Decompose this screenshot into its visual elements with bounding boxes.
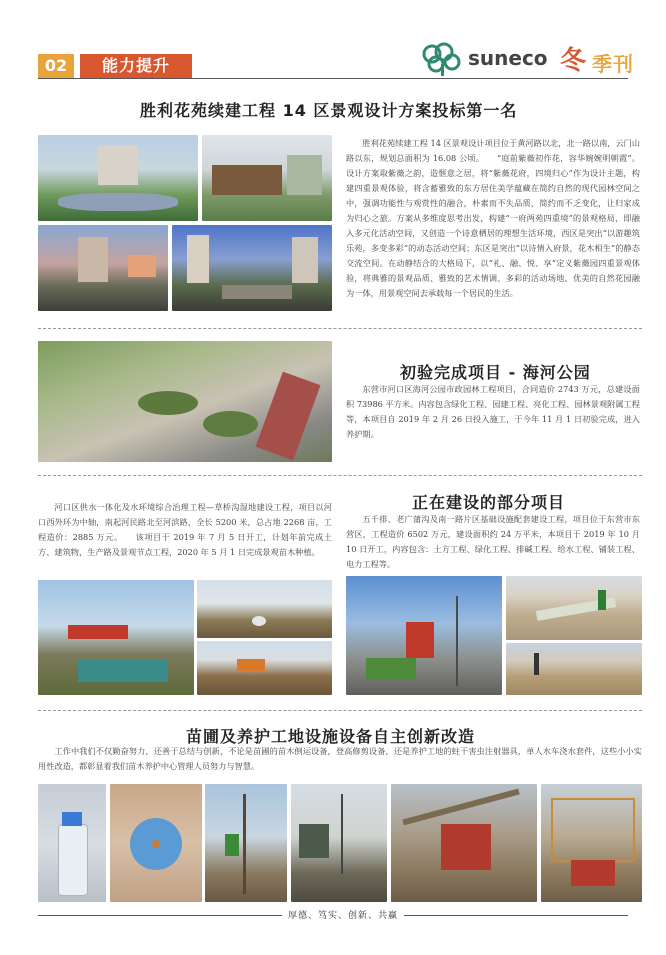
article1-body: 胜利花苑续建工程 14 区景观设计项目位于黄河路以北，北一路以南，云门山路以东，规划总面积为 16.08 公顷。 “庭前紫薇初作花，容华婉婉明朝霞”。设计方案取紫薇之韵，造惬意之居，将“紫薇花府，四境归心”作为设计主题，构建四重景观体验，将含蓄雅致的东方居住美学蕴藏在简约自然的现代园林空间之中，强调功能性与观赏性的融合，朴素而不失品质，简约而不乏变化，让归家成为归心之旅。方案从多维度思考出发，构建“一府两苑四重境”的景观格局，即融入多元化活动空间，又创造一个诗意栖居的理想生活环境，西区是突出“以游趣筑乐苑，多变多彩”的动态活动空间；东区是突出“以诗情入府景，花木相生”的静态交流空间。在动静结合的大格局下，以“礼、融、悦、享”定义紫薇园四重景观体验，将典雅的景观品质、雅致的艺术情调、多彩的活动场地、优美的自然花园融为一体，用景观空间去承载每一个居民的生活。 bbox=[346, 138, 641, 298]
section-title: 能力提升 bbox=[80, 54, 192, 78]
section-divider-3 bbox=[38, 710, 642, 711]
leaf-logo-icon bbox=[420, 42, 464, 78]
article2-body: 东营市河口区海河公园市政园林工程项目，合同造价 2743 万元，总建设面积 73986 平方米。内容包含绿化工程、园建工程、亮化工程、园林景观附属工程等，本项目自 2019 年 2 月 26 日投入施工，于今年 11 月 1 日初验完成，进入养护期。 bbox=[346, 384, 640, 439]
article3-right-body: 五千排、老广蒲沟及南一路片区基础设施配套建设工程，项目位于东营市东营区，工程造价 6502 万元，建设面积约 24 万平米，本项目于 2019 年 10 月 10 日开工，内容包含：土方工程、绿化工程、排碱工程、给水工程、铺装工程、电力工程等。 bbox=[346, 514, 640, 569]
photo-wetland-culvert bbox=[197, 580, 332, 638]
photo-garden-playground bbox=[38, 135, 198, 221]
article4-body: 工作中我们不仅勤奋努力，还善于总结与创新，不论是苗圃的苗木倒运设备，登高修剪设备，还是养护工地的蛀干害虫注射器具，单人水车浇水套件，这些小小实用性改造，都彰显着我们苗木养护中心管理人员努力与智慧。 bbox=[38, 746, 642, 771]
section-divider-1 bbox=[38, 328, 642, 329]
issue-number: 02 bbox=[38, 54, 74, 78]
article4-title: 苗圃及养护工地设施设备自主创新改造 bbox=[186, 727, 476, 746]
footer-slogan: 厚德、笃实、创新、共赢 bbox=[282, 908, 404, 921]
photo-elevated-pruning-rig bbox=[541, 784, 642, 902]
photo-bottle-irrigator bbox=[38, 784, 106, 902]
photo-water-truck-road bbox=[291, 784, 387, 902]
photo-bottle-cap-nozzle bbox=[110, 784, 202, 902]
photo-road-pipe-laying bbox=[506, 576, 642, 640]
photo-road-site-worker bbox=[506, 643, 642, 695]
magazine-label: 季刊 bbox=[592, 52, 634, 76]
photo-garden-pavilion bbox=[202, 135, 332, 221]
section-divider-2 bbox=[38, 475, 642, 476]
brand-name: suneco bbox=[468, 46, 548, 70]
photo-wetland-earthwork bbox=[197, 641, 332, 695]
photo-garden-night-path bbox=[38, 225, 168, 311]
photo-road-construction-trucks bbox=[346, 576, 502, 695]
photo-wetland-excavator bbox=[38, 580, 194, 695]
season-mark: 冬 bbox=[560, 46, 587, 76]
article3-left-body: 河口区供水一体化及水环境综合治理工程—草桥沟湿地建设工程，项目以河口西外环为中轴，南起河民路北至河滨路，全长 5200 米，总占地 2268 亩，工程造价：2885 万元。 该项目于 2019 年 7 月 5 日开工，计划年前完成土方、建筑物，生产路及景观节点工程，2020 年 5 月 1 日完成景观苗木种植。 bbox=[38, 502, 332, 557]
photo-tree-pruning-ladder bbox=[205, 784, 287, 902]
photo-garden-dusk-plaza bbox=[172, 225, 332, 311]
brand-logo bbox=[420, 40, 640, 80]
photo-tree-transport-machine bbox=[391, 784, 537, 902]
article1-title: 胜利花苑续建工程 14 区景观设计方案投标第一名 bbox=[140, 101, 518, 120]
photo-haihe-park-aerial bbox=[38, 341, 332, 462]
article3-title: 正在建设的部分项目 bbox=[412, 493, 566, 512]
article2-title: 初验完成项目 - 海河公园 bbox=[400, 363, 591, 382]
